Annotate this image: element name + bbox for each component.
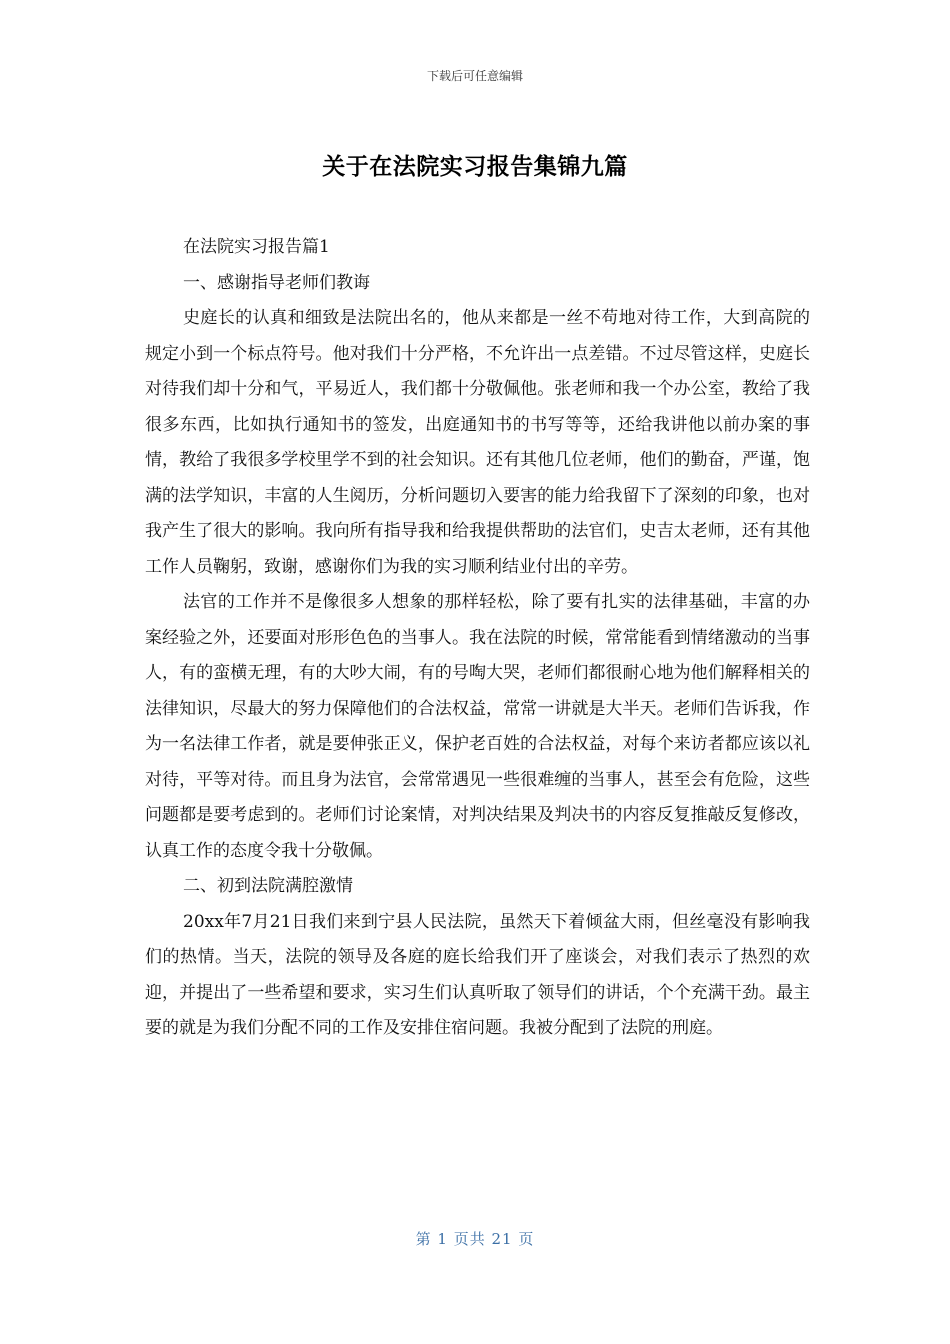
header-note: 下载后可任意编辑	[426, 69, 523, 83]
page-number: 第 1 页共 21 页	[415, 1230, 535, 1248]
body-paragraph: 20xx年7月21日我们来到宁县人民法院，虽然天下着倾盆大雨，但丝毫没有影响我们的热情。当天，法院的领导及各庭的庭长给我们开了座谈会，对我们表示了热烈的欢迎，并提出了一些希望和要求，实习生们认真听取了领导们的讲话，个个充满干劲。最主要的就是为我们分配不同的工作及安排住宿问题。我被分配到了法院的刑庭。	[145, 911, 810, 1038]
body-paragraph: 史庭长的认真和细致是法院出名的，他从来都是一丝不苟地对待工作，大到高院的规定小到一个标点符号。他对我们十分严格，不允许出一点差错。不过尽管这样，史庭长对待我们却十分和气，平易近人，我们都十分敬佩他。张老师和我一个办公室，教给了我很多东西，比如执行通知书的签发，出庭通知书的书写等等，还给我讲他以前办案的事情，教给了我很多学校里学不到的社会知识。还有其他几位老师，他们的勤奋，严谨，饱满的法学知识，丰富的人生阅历，分析问题切入要害的能力给我留下了深刻的印象，也对我产生了很大的影响。我向所有指导我和给我提供帮助的法官们，史吉太老师，还有其他工作人员鞠躬，致谢，感谢你们为我的实习顺利结业付出的辛劳。	[145, 308, 810, 577]
body-paragraph: 法官的工作并不是像很多人想象的那样轻松，除了要有扎实的法律基础，丰富的办案经验之外，还要面对形形色色的当事人。我在法院的时候，常常能看到情绪激动的当事人，有的蛮横无理，有的大吵大闹，有的号啕大哭，老师们都很耐心地为他们解释相关的法律知识，尽最大的努力保障他们的合法权益，常常一讲就是大半天。老师们告诉我，作为一名法律工作者，就是要伸张正义，保护老百姓的合法权益，对每个来访者都应该以礼对待，平等对待。而且身为法官，会常常遇见一些很难缠的当事人，甚至会有危险，这些问题都是要考虑到的。老师们讨论案情，对判决结果及判决书的内容反复推敲反复修改，认真工作的态度令我十分敬佩。	[145, 592, 810, 861]
section-heading-2: 二、初到法院满腔激情	[183, 876, 353, 896]
section-heading-report: 在法院实习报告篇1	[183, 237, 330, 257]
document-body	[145, 230, 810, 1047]
document-title: 关于在法院实习报告集锦九篇	[322, 154, 628, 180]
section-heading-1: 一、感谢指导老师们教诲	[183, 272, 370, 293]
